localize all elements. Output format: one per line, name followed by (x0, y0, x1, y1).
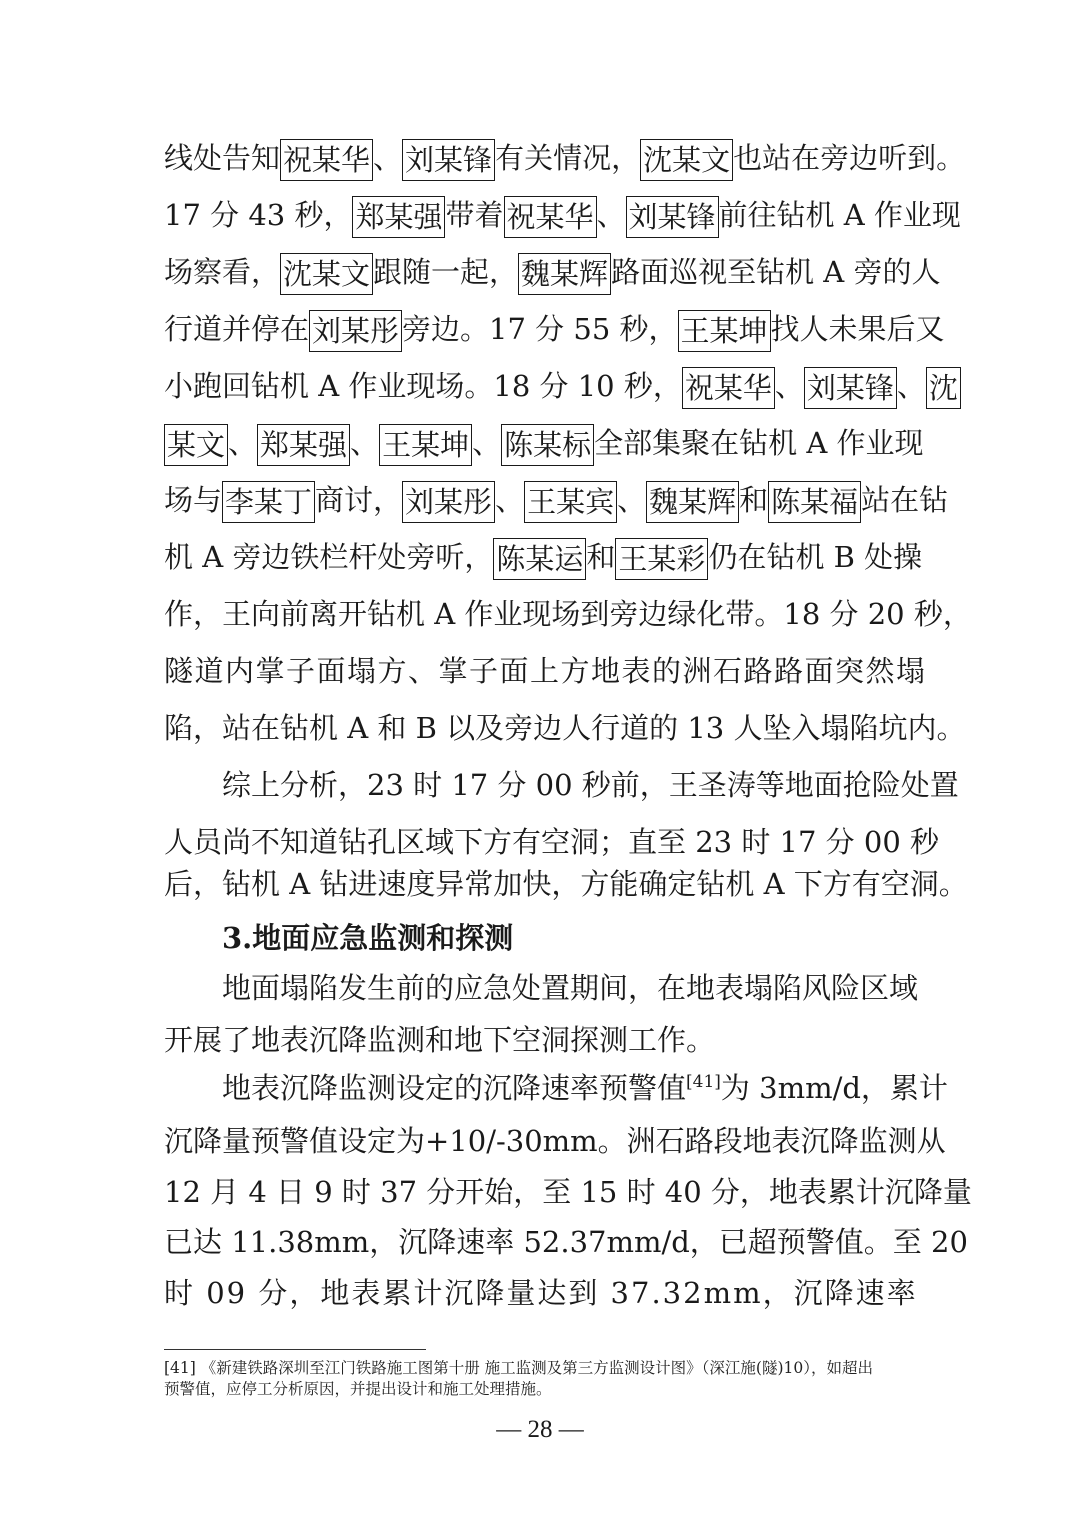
footnote-line: 预警值，应停工分析原因，并提出设计和施工处理措施。 (164, 1380, 552, 1398)
name-box: 陈某福 (768, 481, 861, 523)
name-box: 祝某华 (682, 367, 775, 409)
body-line: 场与 李某丁 商讨， 刘某彤 、 王某宾 、 魏某辉 和 陈某福 站在钻 (164, 472, 916, 528)
body-line (0, 130, 1080, 186)
name-box: 魏某辉 (518, 253, 611, 295)
name-box: 王某彩 (615, 538, 708, 580)
name-box: 沈某文 (280, 253, 373, 295)
body-line: 已达 11.38mm，沉降速率 52.37mm/d，已超预警值。至 20 (164, 1225, 968, 1259)
name-box: 王某坤 (678, 310, 771, 352)
body-line: 机 A 旁边铁栏杆处旁听， 陈某运 和 王某彩 仍在钻机 B 处操 (164, 529, 916, 585)
body-line: 作，王向前离开钻机 A 作业现场到旁边绿化带。18 分 20 秒， (164, 597, 972, 631)
body-line: 沉降量预警值设定为+10/-30mm。洲石路段地表沉降监测从 (164, 1124, 946, 1158)
name-box: 王某坤 (379, 424, 472, 466)
body-line: 某文 、 郑某强 、 王某坤 、 陈某标 全部集聚在钻机 A 作业现 (164, 415, 916, 471)
footnote-line: [41] 《新建铁路深圳至江门铁路施工图第十册 施工监测及第三方监测设计图》（深江施(隧)10），如超出 (164, 1359, 873, 1377)
body-line: 地面塌陷发生前的应急处置期间，在地表塌陷风险区域 (222, 971, 919, 1005)
name-box: 祝某华 (280, 139, 373, 181)
section-heading: 3.地面应急监测和探测 (222, 921, 514, 955)
name-box: 陈某运 (493, 538, 586, 580)
body-line: 小跑回钻机 A 作业现场。18 分 10 秒， 祝某华 、 刘某锋 、 沈 (164, 358, 916, 414)
body-line: 时 09 分，地表累计沉降量达到 37.32mm，沉降速率 (164, 1276, 918, 1310)
body-line: 综上分析，23 时 17 分 00 秒前，王圣涛等地面抢险处置 (222, 768, 959, 802)
name-box: 刘某锋 (402, 139, 495, 181)
name-box: 刘某锋 (626, 196, 719, 238)
name-box: 李某丁 (222, 481, 315, 523)
body-line: 后，钻机 A 钻进速度异常加快，方能确定钻机 A 下方有空洞。 (164, 867, 968, 901)
text: 线处告知 祝某华 、 刘某锋 有关情况， 沈某文 也站在旁边听到。 (164, 130, 965, 186)
name-box: 魏某辉 (646, 481, 739, 523)
body-line: 场察看， 沈某文 跟随一起， 魏某辉 路面巡视至钻机 A 旁的人 (164, 244, 916, 300)
name-box: 沈某文 (640, 139, 733, 181)
name-box: 沈 (926, 367, 961, 409)
name-box: 某文 (164, 424, 228, 466)
footnote-rule (164, 1349, 426, 1350)
name-box: 郑某强 (257, 424, 350, 466)
name-box: 王某宾 (524, 481, 617, 523)
name-box: 刘某彤 (402, 481, 495, 523)
body-line: 17 分 43 秒， 郑某强 带着 祝某华 、 刘某锋 前往钻机 A 作业现 (164, 187, 916, 243)
name-box: 刘某彤 (309, 310, 402, 352)
name-box: 郑某强 (352, 196, 445, 238)
name-box: 刘某锋 (804, 367, 897, 409)
body-line: 开展了地表沉降监测和地下空洞探测工作。 (164, 1023, 716, 1057)
name-box: 陈某标 (501, 424, 594, 466)
footnote-ref: [41] (686, 1072, 721, 1092)
body-line: 隧道内掌子面塌方、掌子面上方地表的洲石路路面突然塌 (164, 654, 927, 688)
body-line: 地表沉降监测设定的沉降速率预警值[41]为 3mm/d，累计 (222, 1071, 948, 1105)
name-box: 祝某华 (504, 196, 597, 238)
body-line: 人员尚不知道钻孔区域下方有空洞；直至 23 时 17 分 00 秒 (164, 825, 940, 859)
body-line: 12 月 4 日 9 时 37 分开始，至 15 时 40 分，地表累计沉降量 (164, 1175, 972, 1209)
page-number: — 28 — (496, 1416, 584, 1443)
body-line: 行道并停在 刘某彤 旁边。17 分 55 秒， 王某坤 找人未果后又 (164, 301, 916, 357)
body-line: 陷，站在钻机 A 和 B 以及旁边人行道的 13 人坠入塌陷坑内。 (164, 711, 966, 745)
